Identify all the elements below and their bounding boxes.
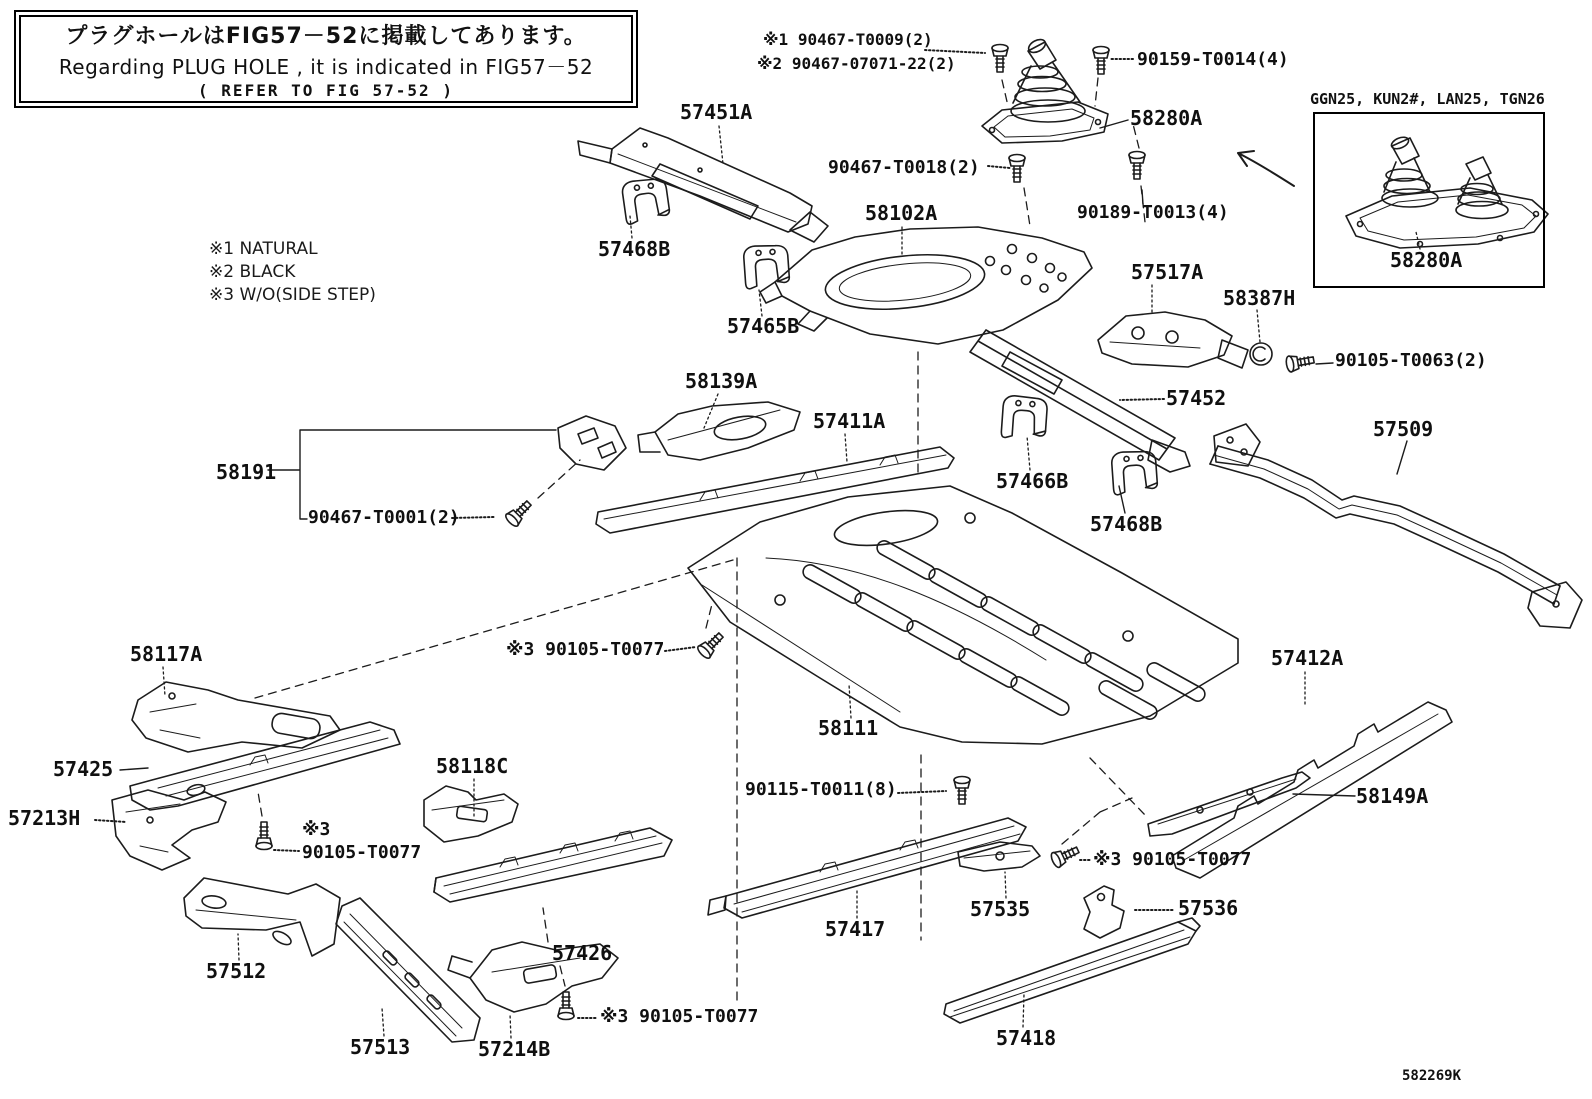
dashed-assembly-lines [255,78,1146,1006]
label-57425: 57425 [53,757,114,781]
label-90159-T0014: 90159-T0014(4) [1137,49,1289,70]
bolt-90467-T0018-icon [1009,155,1025,183]
part-58102a-rear-floor-pan-drawing [760,227,1092,344]
label-58111: 58111 [818,716,879,740]
label-90105-T0077-b: ※3 90105-T0077 [600,1006,759,1027]
plug-hole-note-box [14,10,638,108]
label-57468B-1: 57468B [598,237,671,261]
part-57509-rear-side-member-drawing [1210,424,1582,628]
legend-item-side-step: ※3 W/O(SIDE STEP) [209,285,376,305]
bolt-90105-T0063-icon [1285,352,1315,373]
plug-hole-note-inner [19,15,633,103]
label-ast2-90467-07071: ※2 90467-07071-22(2) [757,54,956,73]
part-57452-crossmember-drawing [970,330,1190,472]
note-line-japanese: プラグホールはFIG57－52に掲載してあります。 [65,23,587,49]
bolt-90105-T0077-right-icon [1049,843,1081,869]
part-57426-sill-drawing [434,828,672,902]
label-90115-T0011: 90115-T0011(8) [745,779,897,800]
label-ast3-a: ※3 [302,819,331,840]
label-57412A: 57412A [1271,646,1344,670]
bolt-90115-T0011-icon [954,777,970,805]
part-58280a-shift-boot-drawing [982,37,1108,143]
figure-code: 582269K [1402,1068,1462,1084]
label-57465B: 57465B [727,314,800,338]
part-57465b-bracket-drawing [743,244,790,289]
bolt-90467-T0001-icon [504,497,535,528]
label-ast1-90467-T0009: ※1 90467-T0009(2) [763,30,933,49]
hatched-leader-lines [95,50,1175,1018]
part-57451a-crossmember-drawing [578,128,828,242]
label-57466B: 57466B [996,469,1069,493]
label-90105-T0063: 90105-T0063(2) [1335,350,1487,371]
part-57213h-bracket-drawing [112,790,226,870]
part-58118c-bracket-drawing [424,786,518,842]
bolt-90105-T0077-left-icon [256,822,272,850]
label-57451A: 57451A [680,100,753,124]
label-90467-T0018: 90467-T0018(2) [828,157,980,178]
label-90105-T0077-d: ※3 90105-T0077 [1093,849,1252,870]
part-58191-bracket-drawing [558,416,626,470]
grommet-58387h-icon [1250,343,1272,365]
part-57513-member-drawing [336,898,480,1042]
note-line-english: Regarding PLUG HOLE , it is indicated in FIG57－52 [58,54,594,79]
label-57418: 57418 [996,1026,1057,1050]
part-57468b-bracket-1-drawing [621,177,670,225]
label-58280A-box: 58280A [1390,248,1463,272]
label-58280A-main: 58280A [1130,106,1203,130]
part-57468b-bracket-2-drawing [1111,450,1158,495]
label-58139A: 58139A [685,369,758,393]
part-58117a-bracket-drawing [132,682,340,752]
label-57452: 57452 [1166,386,1227,410]
label-58191: 58191 [216,460,277,484]
bolt-90189-T0013-icon [1129,152,1145,180]
label-57513: 57513 [350,1035,411,1059]
bolt-90105-T0077-bottom-icon [558,992,574,1020]
part-57418-sill-drawing [944,918,1200,1023]
label-90105-T0077-c: ※3 90105-T0077 [506,639,665,660]
label-58102A: 58102A [865,201,938,225]
label-58387H: 58387H [1223,286,1296,310]
bolt-90159-T0014-icon [1093,47,1109,75]
label-57214B: 57214B [478,1037,551,1061]
label-57512: 57512 [206,959,267,983]
part-57466b-bracket-drawing [1001,395,1048,440]
legend-item-natural: ※1 NATURAL [209,239,318,259]
label-57213H: 57213H [8,806,81,830]
label-90467-T0001: 90467-T0001(2) [308,507,460,528]
label-57509: 57509 [1373,417,1434,441]
part-57411a-front-sill-drawing [596,447,954,533]
part-57517a-bracket-drawing [1098,312,1248,368]
label-90189-T0013: 90189-T0013(4) [1077,202,1229,223]
label-57468B-2: 57468B [1090,512,1163,536]
bolt-90105-T0077-center-icon [696,629,727,660]
variant-models-caption: GGN25, KUN2#, LAN25, TGN26 [1310,90,1545,108]
label-90105-T0077-a: 90105-T0077 [302,842,422,863]
label-58117A: 58117A [130,642,203,666]
part-57512-bracket-drawing [184,878,340,956]
label-57411A: 57411A [813,409,886,433]
asterisk-legend [209,238,376,307]
label-57535: 57535 [970,897,1031,921]
label-57426: 57426 [552,941,613,965]
legend-item-black: ※2 BLACK [209,262,296,282]
note-line-refer: ( REFER TO FIG 57-52 ) [198,80,454,100]
variant-arrow-icon [1238,151,1294,186]
part-58139a-bracket-drawing [638,402,800,460]
label-58149A: 58149A [1356,784,1429,808]
label-57517A: 57517A [1131,260,1204,284]
label-58118C: 58118C [436,754,509,778]
bolt-90467-T0009-icon [992,45,1008,73]
part-58149a-plate-drawing [1148,772,1310,836]
part-57536-bracket-drawing [1084,886,1124,938]
label-57536: 57536 [1178,896,1239,920]
label-57417: 57417 [825,917,886,941]
